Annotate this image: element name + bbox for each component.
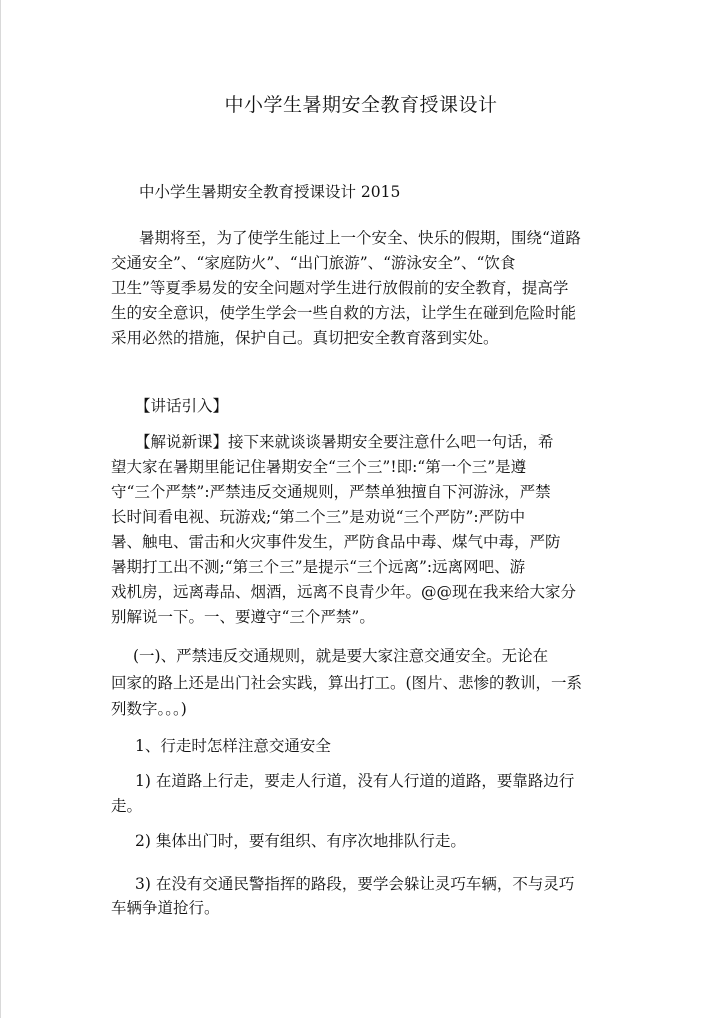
paragraph-line: 暑、触电、雷击和火灾事件发生，严防食品中毒、煤气中毒，严防 — [111, 533, 561, 551]
paragraph-line: 守“三个严禁”:严禁违反交通规则，严禁单独擅自下河游泳，严禁 — [111, 483, 551, 501]
list-item-line: 车辆争道抢行。 — [111, 899, 220, 917]
list-item-line: 2) 集体出门时，要有组织、有序次地排队行走。 — [135, 832, 466, 850]
paragraph-line: 采用必然的措施，保护自己。真切把安全教育落到实处。 — [111, 329, 499, 347]
paragraph-line: 长时间看电视、玩游戏;“第二个三”是劝说“三个严防”:严防中 — [111, 508, 526, 526]
paragraph-line: 暑期打工出不测;“第三个三”是提示“三个远离”:远离网吧、游 — [111, 558, 526, 576]
paragraph-line: 【解说新课】接下来就谈谈暑期安全要注意什么吧一句话，希 — [135, 433, 554, 451]
list-item-line: 1) 在道路上行走，要走人行道，没有人行道的道路，要靠路边行 — [135, 772, 575, 790]
paragraph-line: 暑期将至，为了使学生能过上一个安全、快乐的假期，围绕“道路 — [139, 229, 581, 247]
paragraph-line: 望大家在暑期里能记住暑期安全“三个三”!即:“第一个三”是遵 — [111, 458, 527, 476]
list-item-line: 走。 — [111, 797, 143, 815]
walking-safety-heading: 1、行走时怎样注意交通安全 — [135, 737, 331, 755]
section-label-intro: 【讲话引入】 — [135, 397, 229, 415]
paragraph-line: 列数字。。。) — [111, 700, 187, 718]
paragraph-line: 交通安全”、“家庭防火”、“出门旅游”、“游泳安全”、“饮食 — [111, 254, 516, 272]
document-title: 中小学生暑期安全教育授课设计 — [224, 94, 498, 116]
document-subtitle: 中小学生暑期安全教育授课设计 2015 — [139, 183, 401, 201]
paragraph-line: 回家的路上还是出门社会实践，算出打工。(图片、悲惨的教训，一系 — [111, 674, 583, 692]
paragraph-line: 卫生”等夏季易发的安全问题对学生进行放假前的安全教育，提高学 — [111, 279, 569, 297]
paragraph-line: 别解说一下。一、要遵守“三个严禁”。 — [111, 608, 375, 626]
paragraph-line: 戏机房，远离毒品、烟酒，远离不良青少年。@@现在我来给大家分 — [111, 583, 577, 601]
paragraph-line: (一)、严禁违反交通规则，就是要大家注意交通安全。无论在 — [133, 647, 549, 665]
paragraph-line: 生的安全意识，使学生学会一些自救的方法，让学生在碰到危险时能 — [111, 304, 577, 322]
list-item-line: 3) 在没有交通民警指挥的路段，要学会躲让灵巧车辆，不与灵巧 — [135, 875, 575, 893]
